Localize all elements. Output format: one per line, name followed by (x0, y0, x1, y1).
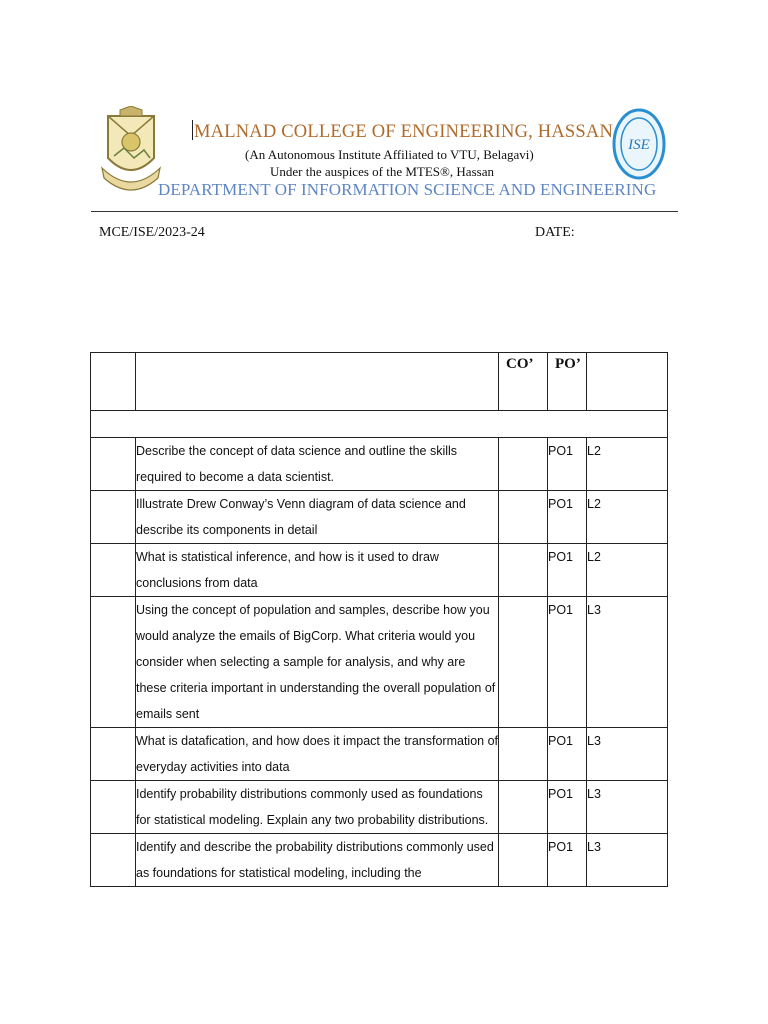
section-spacer-row (91, 411, 668, 438)
question-text: Illustrate Drew Conway’s Venn diagram of data science and describe its components in detail (136, 491, 499, 544)
co-cell (499, 728, 548, 781)
college-emblem-icon (100, 106, 162, 194)
spacer-cell (91, 411, 668, 438)
po-cell: PO1 (548, 438, 587, 491)
header-cell-question (136, 353, 499, 411)
text-cursor (192, 120, 193, 140)
po-cell: PO1 (548, 781, 587, 834)
college-name (192, 120, 614, 143)
table-row (91, 491, 668, 544)
table-row (91, 781, 668, 834)
co-cell (499, 438, 548, 491)
affiliation-line: (An Autonomous Institute Affiliated to VTU, Belagavi) (245, 147, 534, 162)
table-row (91, 834, 668, 887)
question-table (90, 352, 668, 887)
ise-logo-icon (612, 108, 666, 180)
question-number (91, 597, 136, 728)
header-cell-level (587, 353, 668, 411)
po-cell: PO1 (548, 597, 587, 728)
co-cell (499, 491, 548, 544)
question-number (91, 781, 136, 834)
po-cell: PO1 (548, 728, 587, 781)
date-label: DATE: (535, 225, 575, 240)
question-number (91, 544, 136, 597)
question-number (91, 834, 136, 887)
question-text: Identify probability distributions commonly used as foundations for statistical modeling. Explain any two probability distributions. (136, 781, 499, 834)
question-text: What is statistical inference, and how is it used to draw conclusions from data (136, 544, 499, 597)
letterhead (0, 0, 768, 215)
question-text: Describe the concept of data science and outline the skills required to become a data scientist. (136, 438, 499, 491)
header-cell-co: CO’ (499, 353, 548, 411)
question-number (91, 491, 136, 544)
co-cell (499, 544, 548, 597)
po-cell: PO1 (548, 834, 587, 887)
reference-number: MCE/ISE/2023-24 (99, 225, 205, 240)
header-divider (91, 211, 678, 212)
co-cell (499, 781, 548, 834)
level-cell: L3 (587, 597, 668, 728)
table-row (91, 438, 668, 491)
level-cell: L2 (587, 491, 668, 544)
co-cell (499, 597, 548, 728)
auspices-line: Under the auspices of the MTES®, Hassan (270, 164, 494, 179)
co-cell (499, 834, 548, 887)
question-text: Using the concept of population and samples, describe how you would analyze the emails of BigCorp. What criteria would you consider when selecting a sample for analysis, and why are these criteria important in understanding the overall population of emails sent (136, 597, 499, 728)
po-cell: PO1 (548, 491, 587, 544)
question-text: Identify and describe the probability distributions commonly used as foundations for statistical modeling, including the (136, 834, 499, 887)
level-cell: L3 (587, 728, 668, 781)
level-cell: L3 (587, 834, 668, 887)
table-row (91, 728, 668, 781)
level-cell: L2 (587, 438, 668, 491)
table-row (91, 597, 668, 728)
question-number (91, 438, 136, 491)
header-cell-po: PO’ (548, 353, 587, 411)
question-number (91, 728, 136, 781)
ise-logo-text: ISE (628, 137, 650, 153)
department-name: DEPARTMENT OF INFORMATION SCIENCE AND ENGINEERING (158, 180, 657, 199)
level-cell: L2 (587, 544, 668, 597)
header-cell-no (91, 353, 136, 411)
table-row (91, 544, 668, 597)
level-cell: L3 (587, 781, 668, 834)
table-header-row (91, 353, 668, 411)
po-cell: PO1 (548, 544, 587, 597)
question-text: What is datafication, and how does it impact the transformation of everyday activities into data (136, 728, 499, 781)
college-name-text: MALNAD COLLEGE OF ENGINEERING, HASSAN (194, 122, 614, 142)
